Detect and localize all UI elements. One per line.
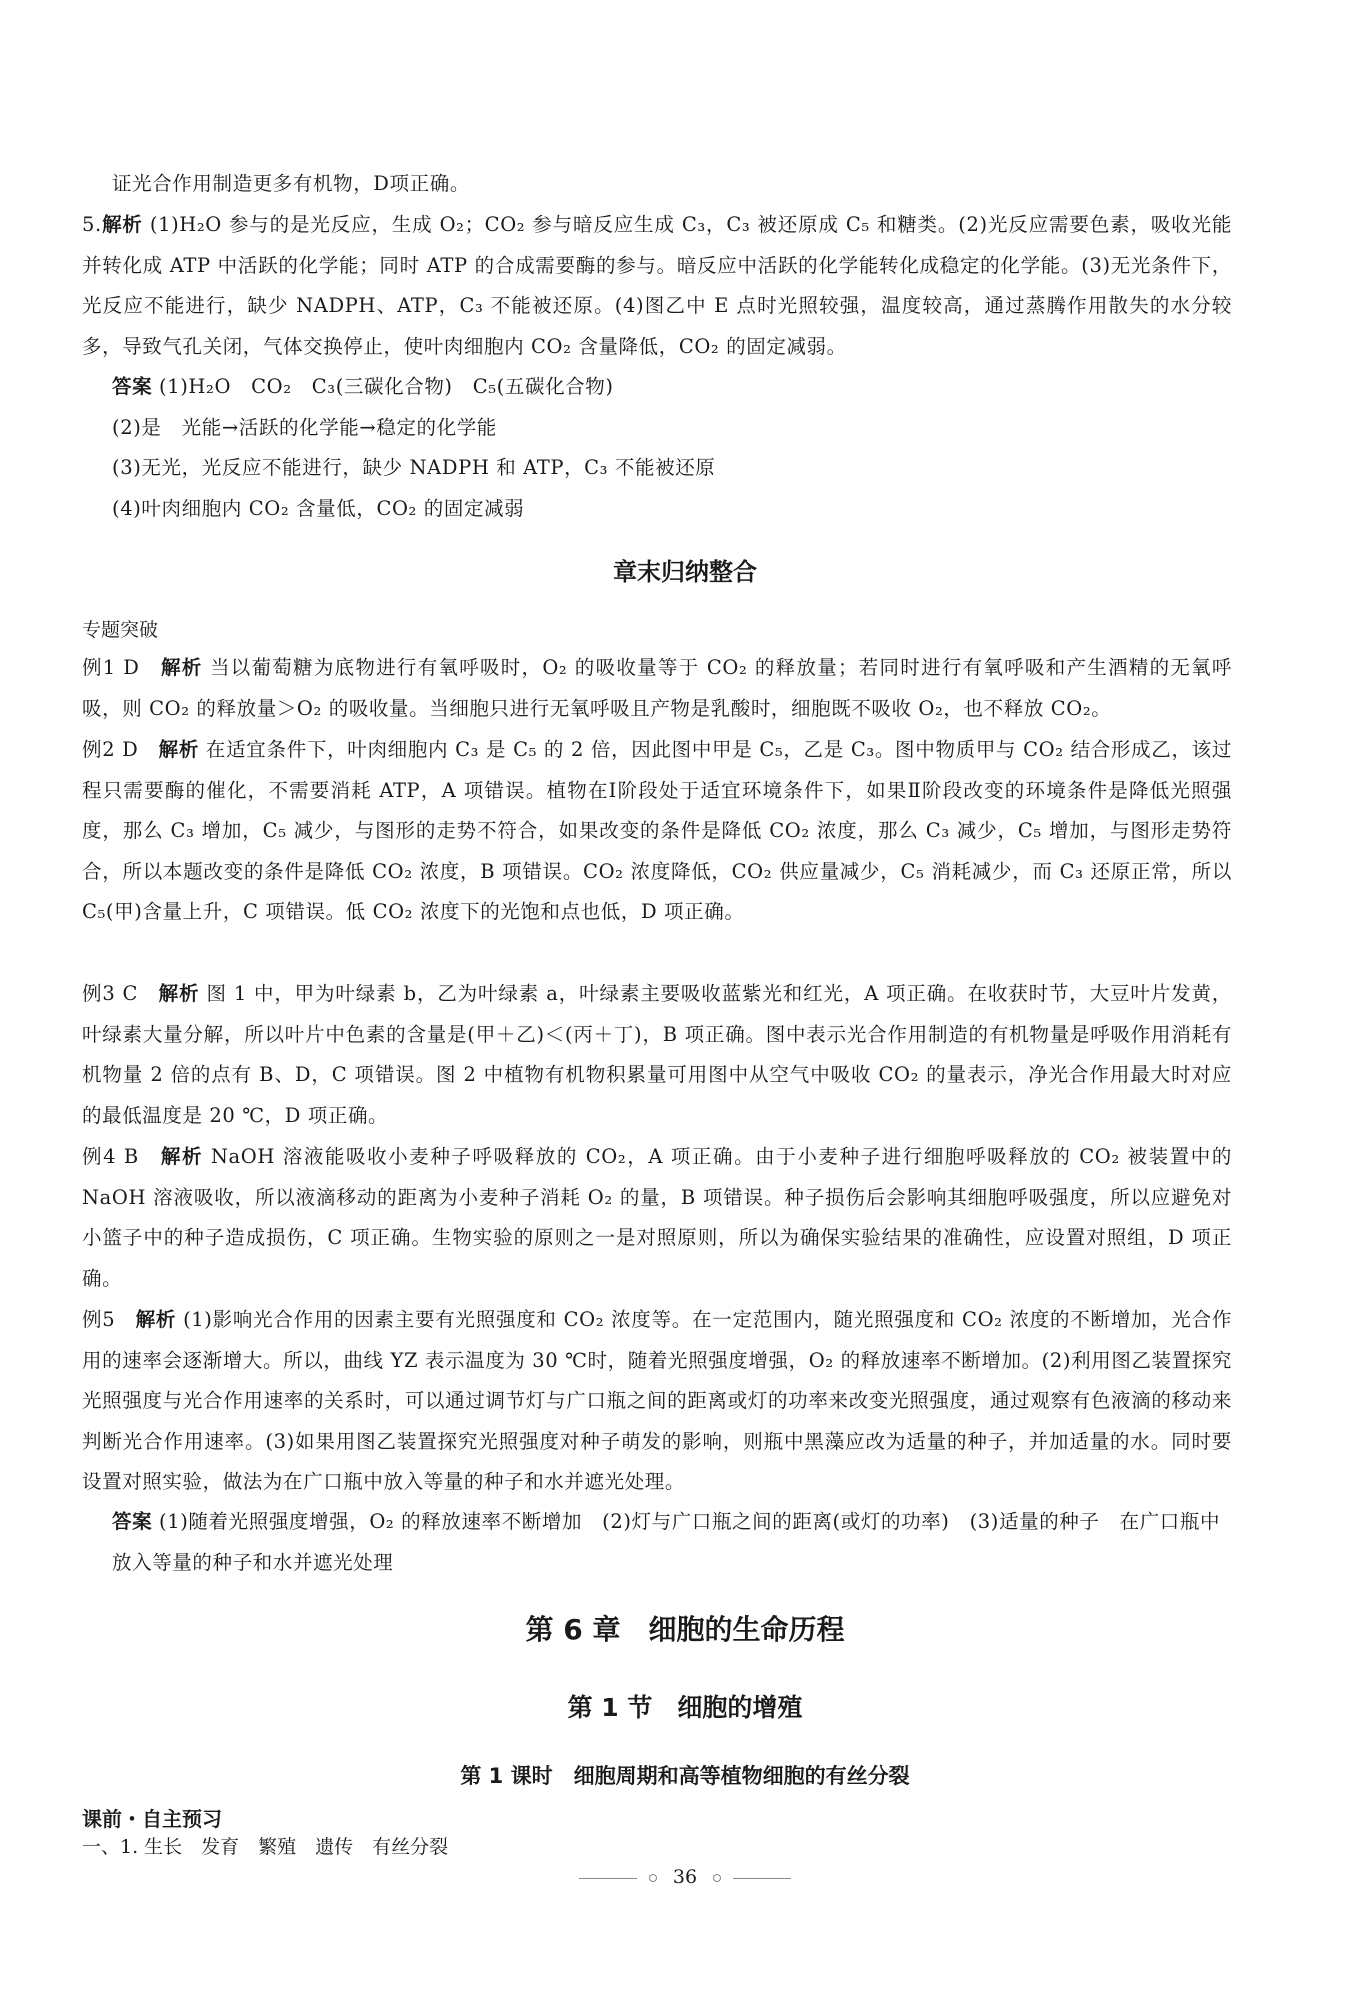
footer-dot-left xyxy=(649,1874,657,1882)
analysis-label: 解析 xyxy=(158,982,200,1005)
chapter-title: 第 6 章 细胞的生命历程 xyxy=(525,1613,845,1646)
example-number: 例2 D xyxy=(82,738,139,761)
answer-line-4: (4)叶肉细胞内 CO₂ 含量低，CO₂ 的固定减弱 xyxy=(112,496,525,520)
question-5-analysis xyxy=(82,205,1232,367)
example-number: 例4 B xyxy=(82,1145,139,1168)
footer-dot-right xyxy=(713,1874,721,1882)
example-5 xyxy=(82,1300,1232,1503)
footer-rule-left xyxy=(579,1878,637,1879)
answer-label: 答案 xyxy=(112,375,153,398)
example-number: 例1 D xyxy=(82,656,140,679)
analysis-label: 解析 xyxy=(160,656,203,679)
analysis-label: 解析 xyxy=(158,738,200,761)
example-number: 例5 xyxy=(82,1308,116,1331)
analysis-label: 解析 xyxy=(160,1145,204,1168)
section-title: 第 1 节 细胞的增殖 xyxy=(567,1693,803,1722)
analysis-label: 解析 xyxy=(135,1308,177,1331)
answer-text: (1)随着光照强度增强，O₂ 的释放速率不断增加 (2)灯与广口瓶之间的距离(或灯的功率) (3)适量的种子 在广口瓶中放入等量的种子和水并遮光处理 xyxy=(112,1510,1221,1574)
answer-line-3: (3)无光，光反应不能进行，缺少 NADPH 和 ATP，C₃ 不能被还原 xyxy=(112,456,716,479)
analysis-text: (1)H₂O 参与的是光反应，生成 O₂；CO₂ 参与暗反应生成 C₃，C₃ 被还原成 C₅ 和糖类。(2)光反应需要色素，吸收光能并转化成 ATP 中活跃的化学能；同时 ATP 的合成需要酶的参与。暗反应中活跃的化学能转化成稳定的化学能。(3)无光条件下，光反应不能进行，缺少 NADPH、ATP，C₃ 不能被还原。(4)图乙中 E 点时光照较强，温度较高，通过蒸腾作用散失的水分较多，导致气孔关闭，气体交换停止，使叶肉细胞内 CO₂ 含量降低，CO₂ 的固定减弱。 xyxy=(82,213,1232,358)
example-3 xyxy=(82,974,1232,1136)
example-1 xyxy=(82,648,1232,729)
example-number: 例3 C xyxy=(82,982,138,1005)
answer-line-2: (2)是 光能→活跃的化学能→稳定的化学能 xyxy=(112,415,497,439)
example-2 xyxy=(82,730,1232,933)
lesson-title: 第 1 课时 细胞周期和高等植物细胞的有丝分裂 xyxy=(460,1764,910,1788)
page-number: 36 xyxy=(672,1866,698,1888)
example-text: 当以葡萄糖为底物进行有氧呼吸时，O₂ 的吸收量等于 CO₂ 的释放量；若同时进行有氧呼吸和产生酒精的无氧呼吸，则 CO₂ 的释放量＞O₂ 的吸收量。当细胞只进行无氧呼吸且产物是乳酸时，细胞既不吸收 O₂，也不释放 CO₂。 xyxy=(82,656,1232,720)
question-5-answer xyxy=(112,367,1232,529)
example-text: (1)影响光合作用的因素主要有光照强度和 CO₂ 浓度等。在一定范围内，随光照强度和 CO₂ 浓度的不断增加，光合作用的速率会逐渐增大。所以，曲线 YZ 表示温度为 30 ℃时，随着光照强度增强，O₂ 的释放速率不断增加。(2)利用图乙装置探究光照强度与光合作用速率的关系时，可以通过调节灯与广口瓶之间的距离或灯的功率来改变光照强度，通过观察有色液滴的移动来判断光合作用速率。(3)如果用图乙装置探究光照强度对种子萌发的影响，则瓶中黑藻应改为适量的种子，并加适量的水。同时要设置对照实验，做法为在广口瓶中放入等量的种子和水并遮光处理。 xyxy=(82,1308,1232,1493)
answer-label: 答案 xyxy=(112,1510,153,1533)
analysis-label: 解析 xyxy=(101,213,143,236)
question-number: 5. xyxy=(82,213,102,236)
preview-heading: 课前・自主预习 xyxy=(82,1807,222,1831)
example-4 xyxy=(82,1137,1232,1299)
preview-line: 一、1. 生长 发育 繁殖 遗传 有丝分裂 xyxy=(82,1836,449,1858)
continuation-text: 证光合作用制造更多有机物，D项正确。 xyxy=(112,172,470,195)
page-footer xyxy=(0,1866,1370,1888)
special-topic-heading: 专题突破 xyxy=(82,619,159,641)
example-5-answer xyxy=(112,1502,1232,1583)
footer-rule-right xyxy=(733,1878,791,1879)
summary-title: 章末归纳整合 xyxy=(613,558,757,586)
example-text: NaOH 溶液能吸收小麦种子呼吸释放的 CO₂，A 项正确。由于小麦种子进行细胞呼吸释放的 CO₂ 被装置中的 NaOH 溶液吸收，所以液滴移动的距离为小麦种子消耗 O₂ 的量，B 项错误。种子损伤后会影响其细胞呼吸强度，所以应避免对小篮子中的种子造成损伤，C 项正确。生物实验的原则之一是对照原则，所以为确保实验结果的准确性，应设置对照组，D 项正确。 xyxy=(82,1145,1232,1290)
example-text: 在适宜条件下，叶肉细胞内 C₃ 是 C₅ 的 2 倍，因此图中甲是 C₅，乙是 C₃。图中物质甲与 CO₂ 结合形成乙，该过程只需要酶的催化，不需要消耗 ATP，A 项错误。植物在Ⅰ阶段处于适宜环境条件下，如果Ⅱ阶段改变的环境条件是降低光照强度，那么 C₃ 增加，C₅ 减少，与图形的走势不符合，如果改变的条件是降低 CO₂ 浓度，那么 C₃ 减少，C₅ 增加，与图形走势符合，所以本题改变的条件是降低 CO₂ 浓度，B 项错误。CO₂ 浓度降低，CO₂ 供应量减少，C₅ 消耗减少，而 C₃ 还原正常，所以 C₅(甲)含量上升，C 项错误。低 CO₂ 浓度下的光饱和点也低，D 项正确。 xyxy=(82,738,1232,923)
answer-line-1: (1)H₂O CO₂ C₃(三碳化合物) C₅(五碳化合物) xyxy=(159,375,614,398)
example-text: 图 1 中，甲为叶绿素 b，乙为叶绿素 a，叶绿素主要吸收蓝紫光和红光，A 项正确。在收获时节，大豆叶片发黄，叶绿素大量分解，所以叶片中色素的含量是(甲＋乙)＜(丙＋丁)，B 项正确。图中表示光合作用制造的有机物量是呼吸作用消耗有机物量 2 倍的点有 B、D，C 项错误。图 2 中植物有机物积累量可用图中从空气中吸收 CO₂ 的量表示，净光合作用最大时对应的最低温度是 20 ℃，D 项正确。 xyxy=(82,982,1232,1127)
